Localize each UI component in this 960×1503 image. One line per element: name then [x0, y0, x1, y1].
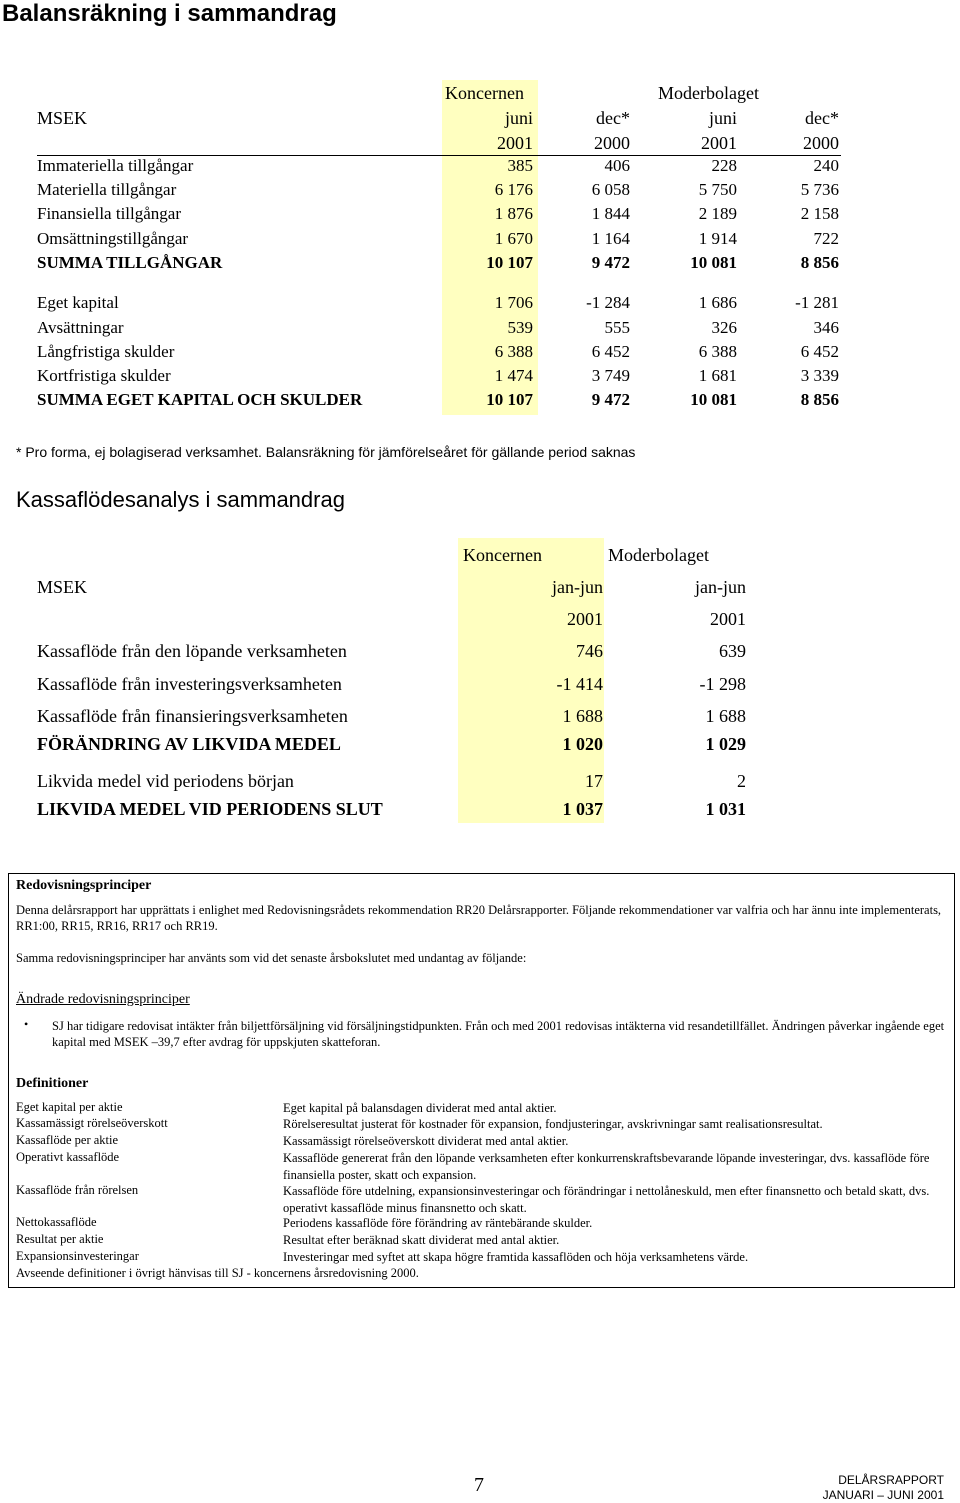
balance-cell: 6 452	[591, 342, 630, 361]
balance-cell: 406	[604, 156, 630, 175]
principles-para2: Samma redovisningsprinciper har använts som vid det senaste årsbokslutet med undantag av följande:	[16, 951, 527, 965]
balance-cell: -1 284	[586, 293, 630, 312]
definition-term: Kassaflöde från rörelsen	[16, 1183, 139, 1197]
balance-cell: 1 670	[494, 229, 533, 248]
definition-text: Resultat efter beräknad skatt dividerat med antal aktier.	[283, 1233, 560, 1247]
definition-text: Kassamässigt rörelseöverskott dividerat med antal aktier.	[283, 1134, 569, 1148]
balance-cell: 9 472	[591, 390, 630, 409]
balance-cell: 1 876	[494, 204, 533, 223]
cashflow-row-label: LIKVIDA MEDEL VID PERIODENS SLUT	[37, 799, 383, 819]
balance-cell: 1 706	[494, 293, 533, 312]
definition-text: Rörelseresultat justerat för kostnader för expansion, fondjusteringar, avskrivningar samt realisationsresultat.	[283, 1117, 823, 1131]
cashflow-row-label: Kassaflöde från finansieringsverksamheten	[37, 706, 348, 726]
definition-term: Expansionsinvesteringar	[16, 1249, 139, 1263]
balance-unit: MSEK	[37, 108, 88, 128]
balance-title: Balansräkning i sammandrag	[2, 0, 337, 27]
cashflow-row-label: Likvida medel vid periodens början	[37, 771, 294, 791]
cashflow-cell: 639	[719, 641, 746, 661]
balance-group-moderbolaget: Moderbolaget	[658, 83, 759, 103]
balance-cell: 3 339	[800, 366, 839, 385]
balance-cell: 10 107	[486, 253, 533, 272]
balance-cell: 6 452	[800, 342, 839, 361]
balance-col-period: dec*	[596, 108, 630, 128]
balance-cell: 6 388	[698, 342, 737, 361]
cashflow-cell: 1 031	[705, 799, 746, 819]
balance-cell: 2 189	[698, 204, 737, 223]
balance-cell: 1 164	[591, 229, 630, 248]
balance-cell: 8 856	[800, 390, 839, 409]
balance-cell: 385	[507, 156, 533, 175]
balance-col-year: 2001	[701, 133, 737, 153]
balance-cell: 228	[711, 156, 737, 175]
cashflow-row-label: Kassaflöde från investeringsverksamheten	[37, 674, 342, 694]
cashflow-title: Kassaflödesanalys i sammandrag	[16, 487, 345, 512]
definitions-heading: Definitioner	[16, 1076, 89, 1091]
balance-row-label: Eget kapital	[37, 293, 119, 312]
balance-col-period: juni	[708, 108, 737, 128]
cashflow-col-period: jan-jun	[695, 577, 746, 597]
balance-cell: 10 107	[486, 390, 533, 409]
definition-term: Kassaflöde per aktie	[16, 1133, 119, 1147]
cashflow-cell: 17	[585, 771, 603, 791]
page-number: 7	[474, 1474, 484, 1496]
definition-term: Nettokassaflöde	[16, 1215, 97, 1229]
balance-row-label: Materiella tillgångar	[37, 180, 177, 199]
cashflow-row-label: FÖRÄNDRING AV LIKVIDA MEDEL	[37, 734, 341, 754]
balance-cell: 10 081	[690, 253, 737, 272]
definition-text: Kassaflöde genererat från den löpande verksamheten efter konkurrenskraftsbevarande löpande investeringar, dvs. kassaflöde före finansiella poster, skatt och expansion.	[283, 1151, 930, 1182]
balance-cell: 1 681	[698, 366, 737, 385]
balance-col-year: 2001	[497, 133, 533, 153]
balance-row-label: Avsättningar	[37, 318, 124, 337]
bullet-icon: •	[24, 1017, 29, 1031]
balance-row-label: Finansiella tillgångar	[37, 204, 181, 223]
definitions-closing: Avseende definitioner i övrigt hänvisas till SJ - koncernens årsredovisning 2000.	[16, 1266, 419, 1280]
balance-cell: 555	[604, 318, 630, 337]
cashflow-cell: -1 298	[699, 674, 746, 694]
balance-cell: 10 081	[690, 390, 737, 409]
balance-cell: 2 158	[800, 204, 839, 223]
cashflow-cell: 2	[737, 771, 746, 791]
balance-cell: 3 749	[591, 366, 630, 385]
principles-heading: Redovisningsprinciper	[16, 878, 152, 893]
definition-text: Periodens kassaflöde före förändring av räntebärande skulder.	[283, 1216, 593, 1230]
cashflow-cell: 1 037	[562, 799, 603, 819]
definition-text: Kassaflöde före utdelning, expansionsinvesteringar och förändringar i nettolåneskuld, men efter finansnetto och betald skatt, dvs. operativt kassaflöde minus finansnetto och skatt.	[283, 1184, 930, 1215]
cashflow-cell: -1 414	[556, 674, 603, 694]
balance-cell: 1 914	[698, 229, 737, 248]
cashflow-cell: 746	[576, 641, 603, 661]
definition-text: Investeringar med syftet att skapa högre framtida kassaflöden och höja verksamhetens värde.	[283, 1250, 749, 1264]
definition-term: Kassamässigt rörelseöverskott	[16, 1116, 168, 1130]
balance-cell: 326	[711, 318, 737, 337]
balance-row-label: Omsättningstillgångar	[37, 229, 189, 248]
balance-col-year: 2000	[594, 133, 630, 153]
balance-group-koncernen: Koncernen	[445, 83, 524, 103]
cashflow-col-period: jan-jun	[552, 577, 603, 597]
principles-para1: Denna delårsrapport har upprättats i enlighet med Redovisningsrådets rekommendation RR20 Delårsrapporter. Följande rekommendationer var valfria och har ännu inte implementerats, RR1:00, RR15, RR16, RR17 och RR19.	[16, 903, 942, 933]
cashflow-group-koncernen: Koncernen	[463, 545, 542, 565]
cashflow-col-year: 2001	[567, 609, 603, 629]
balance-cell: 1 844	[591, 204, 630, 223]
balance-row-label: Kortfristiga skulder	[37, 366, 171, 385]
balance-cell: 9 472	[591, 253, 630, 272]
balance-cell: 346	[813, 318, 839, 337]
balance-cell: 5 750	[698, 180, 737, 199]
balance-col-period: dec*	[805, 108, 839, 128]
balance-cell: 8 856	[800, 253, 839, 272]
cashflow-group-moderbolaget: Moderbolaget	[608, 545, 709, 565]
cashflow-row-label: Kassaflöde från den löpande verksamheten	[37, 641, 347, 661]
balance-col-period: juni	[504, 108, 533, 128]
balance-col-year: 2000	[803, 133, 839, 153]
balance-row-label: SUMMA TILLGÅNGAR	[37, 253, 223, 272]
footer-report-name: DELÅRSRAPPORT	[838, 1473, 944, 1487]
balance-row-label: SUMMA EGET KAPITAL OCH SKULDER	[37, 390, 363, 409]
changed-principles-heading: Ändrade redovisningsprinciper	[16, 992, 190, 1007]
balance-cell: 6 176	[494, 180, 533, 199]
footer-period: JANUARI – JUNI 2001	[822, 1488, 944, 1502]
balance-cell: 722	[813, 229, 839, 248]
definition-term: Resultat per aktie	[16, 1232, 104, 1246]
balance-cell: 6 388	[494, 342, 533, 361]
definition-term: Eget kapital per aktie	[16, 1100, 123, 1114]
cashflow-cell: 1 029	[705, 734, 746, 754]
cashflow-cell: 1 020	[562, 734, 603, 754]
balance-cell: 240	[813, 156, 839, 175]
balance-cell: 6 058	[591, 180, 630, 199]
cashflow-cell: 1 688	[562, 706, 603, 726]
cashflow-col-year: 2001	[710, 609, 746, 629]
principles-bullet: SJ har tidigare redovisat intäkter från biljettförsäljning vid försäljningstidpunkten. Från och med 2001 redovisas intäkterna vid resandetillfället. Ändringen påverkar ingående eget kapital med MSEK –39,7 efter avdrag för uppskjuten skatteforan.	[52, 1019, 945, 1049]
balance-row-label: Långfristiga skulder	[37, 342, 175, 361]
balance-row-label: Immateriella tillgångar	[37, 156, 194, 175]
balance-cell: 1 686	[698, 293, 737, 312]
cashflow-cell: 1 688	[705, 706, 746, 726]
balance-footnote: * Pro forma, ej bolagiserad verksamhet. Balansräkning för jämförelseåret för gällande period saknas	[16, 444, 636, 460]
balance-cell: 539	[507, 318, 533, 337]
definition-text: Eget kapital på balansdagen dividerat med antal aktier.	[283, 1101, 557, 1115]
balance-cell: -1 281	[795, 293, 839, 312]
balance-cell: 1 474	[494, 366, 533, 385]
balance-cell: 5 736	[800, 180, 839, 199]
definition-term: Operativt kassaflöde	[16, 1150, 120, 1164]
cashflow-unit: MSEK	[37, 577, 88, 597]
